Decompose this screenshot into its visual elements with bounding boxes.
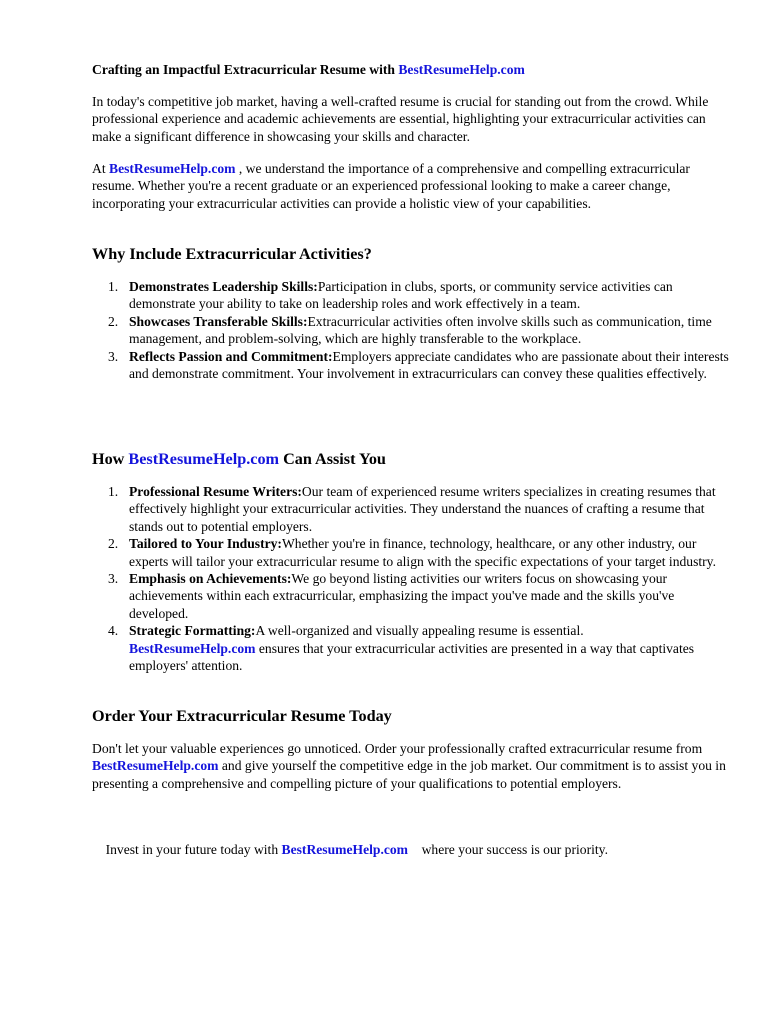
item-number: 2. (108, 536, 119, 552)
order-rest: and give yourself the competitive edge in the job market. Our commitment is to assist you in presenting a comprehensive and compelling picture of your qualifications to potential employers. (92, 758, 726, 791)
title-text: Crafting an Impactful Extracurricular Resume with (92, 62, 399, 77)
list-item (92, 570, 730, 622)
intro-paragraph: In today's competitive job market, having a well-crafted resume is crucial for standing out from the crowd. While professional experience and academic achievements are essential, highlighting your extracurricular activities can make a significant difference in showcasing your skills and character. (92, 94, 709, 144)
item-link[interactable]: BestResumeHelp.com (129, 640, 256, 656)
at-rest: , we understand the importance of a comprehensive and compelling extracurricular resume. Whether you're a recent graduate or an experienced professional looking to make a career change, incorporating your extracurricular activities can provide a holistic view of your capabilities. (92, 161, 690, 211)
how-list (92, 483, 730, 674)
list-item (92, 622, 730, 674)
item-number: 3. (108, 348, 119, 364)
how-heading-post: Can Assist You (279, 450, 386, 468)
item-number: 1. (108, 279, 119, 294)
how-heading-link[interactable]: BestResumeHelp.com (128, 450, 280, 468)
item-bold: Demonstrates Leadership Skills: (129, 279, 318, 294)
item-bold: Strategic Formatting: (129, 623, 256, 639)
list-item (92, 278, 730, 313)
order-link[interactable]: BestResumeHelp.com (92, 758, 219, 774)
invest-link[interactable]: BestResumeHelp.com (281, 842, 409, 858)
list-item (92, 483, 730, 535)
order-paragraph (92, 740, 730, 792)
how-heading (92, 449, 386, 469)
invest-rest: where your success is our priority. (408, 842, 608, 858)
list-item (92, 535, 730, 570)
title-link[interactable]: BestResumeHelp.com (398, 62, 525, 77)
order-lead: Don't let your valuable experiences go unnoticed. Order your professionally crafted extracurricular resume from (92, 741, 703, 756)
at-link[interactable]: BestResumeHelp.com (109, 161, 236, 176)
document-title (92, 61, 730, 78)
why-list (92, 278, 730, 382)
item-text: A well-organized and visually appealing resume is essential. (255, 623, 584, 639)
order-heading: Order Your Extracurricular Resume Today (92, 707, 392, 725)
item-text: Whether you're in finance, technology, healthcare, or any other industry, our experts will tailor your extracurricular resume to align with the specific expectations of your target industry. (129, 536, 716, 569)
item-number: 1. (108, 484, 119, 499)
item-bold: Tailored to Your Industry: (129, 536, 282, 552)
item-bold: Reflects Passion and Commitment: (129, 348, 333, 364)
item-bold: Showcases Transferable Skills: (129, 313, 308, 329)
item-text: Participation in clubs, sports, or community service activities can demonstrate your ability to take on leadership roles and work effectively in a team. (129, 279, 673, 312)
item-text: We go beyond listing activities our writers focus on showcasing your achievements within each extracurricular, emphasizing the impact you've made and the skills you've developed. (129, 571, 675, 621)
item-bold: Professional Resume Writers: (129, 484, 302, 499)
item-text-2: ensures that your extracurricular activities are presented in a way that captivates employers' attention. (129, 640, 695, 674)
item-text: Extracurricular activities often involve skills such as communication, time management, and problem-solving, which are highly transferable to the workplace. (129, 313, 712, 347)
item-number: 2. (108, 313, 119, 329)
at-lead: At (92, 161, 109, 176)
invest-lead: Invest in your future today with (105, 842, 282, 858)
item-text: Employers appreciate candidates who are passionate about their interests and demonstrate commitment. Your involvement in extracurriculars can convey these qualities effectively. (129, 348, 729, 382)
list-item (92, 313, 730, 348)
item-number: 3. (108, 571, 119, 587)
item-bold: Emphasis on Achievements: (129, 571, 292, 587)
item-number: 4. (108, 623, 119, 639)
why-heading: Why Include Extracurricular Activities? (92, 245, 372, 263)
list-item (92, 348, 730, 383)
how-heading-pre: How (92, 450, 129, 468)
invest-paragraph (92, 824, 730, 876)
at-paragraph (92, 160, 730, 212)
item-text: Our team of experienced resume writers specializes in creating resumes that effectively highlight your extracurricular activities. They understand the nuances of crafting a resume that stands out to potential employers. (129, 484, 716, 534)
